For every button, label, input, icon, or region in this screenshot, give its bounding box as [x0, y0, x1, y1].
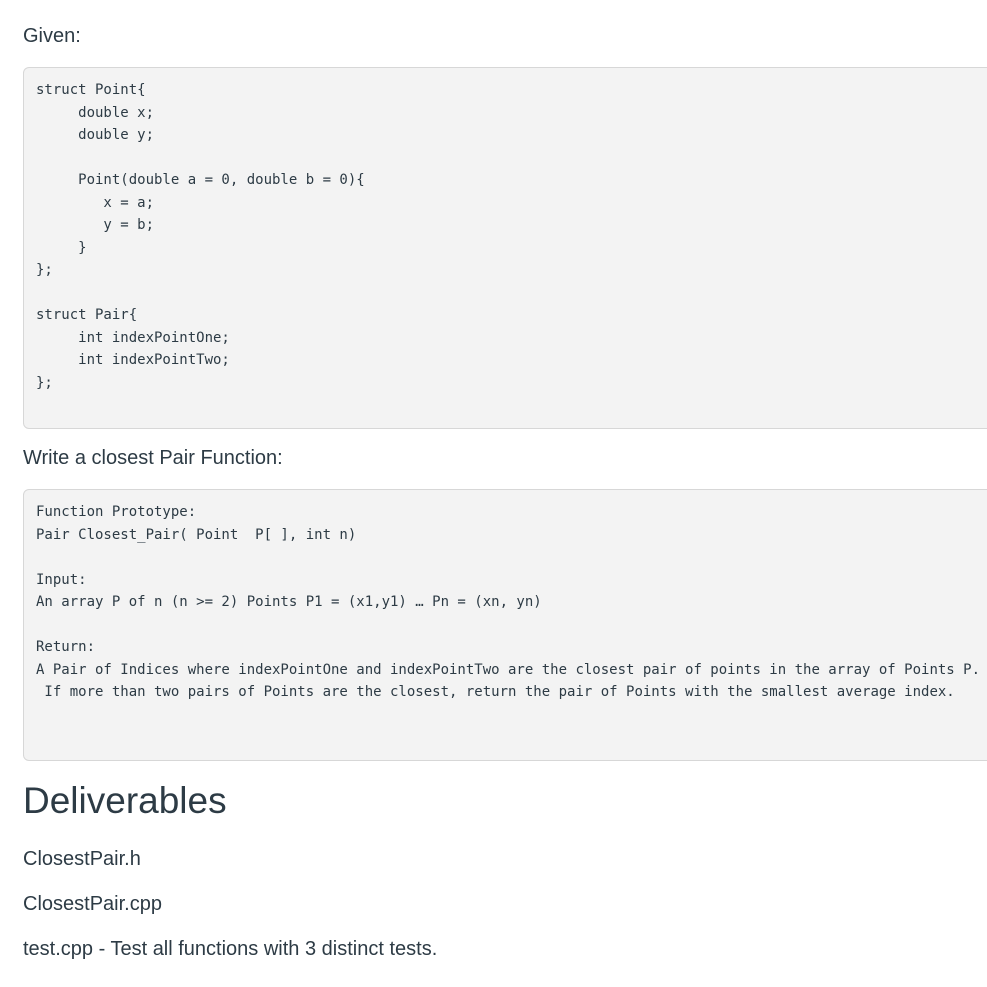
write-function-label: Write a closest Pair Function:: [23, 447, 283, 469]
code-line: Input:: [36, 572, 87, 588]
given-label: Given:: [23, 25, 81, 47]
code-line: int indexPointOne;: [36, 330, 230, 346]
code-line: If more than two pairs of Points are the closest, return the pair of Points with the smallest average index.: [36, 684, 955, 700]
code-line: y = b;: [36, 217, 155, 233]
code-line: Pair Closest_Pair( Point P[ ], int n): [36, 527, 357, 543]
code-line: int indexPointTwo;: [36, 352, 230, 368]
code-line: Return:: [36, 639, 96, 655]
code-line: Function Prototype:: [36, 504, 197, 520]
code-line: An array P of n (n >= 2) Points P1 = (x1,y1) … Pn = (xn, yn): [36, 594, 542, 610]
code-line: };: [36, 375, 53, 391]
code-line: };: [36, 262, 53, 278]
deliverables-heading: Deliverables: [23, 780, 227, 821]
deliverable-item: ClosestPair.h: [23, 848, 141, 870]
function-spec-code-block: [23, 489, 987, 761]
code-line: struct Pair{: [36, 307, 138, 323]
deliverable-item: test.cpp - Test all functions with 3 distinct tests.: [23, 938, 438, 960]
code-line: A Pair of Indices where indexPointOne and indexPointTwo are the closest pair of points in the array of Points P.: [36, 662, 981, 678]
code-line: }: [36, 240, 87, 256]
code-line: struct Point{: [36, 82, 146, 98]
point-pair-struct-code-block: [23, 67, 987, 429]
code-line: x = a;: [36, 195, 155, 211]
code-line: double x;: [36, 105, 155, 121]
code-line: double y;: [36, 127, 155, 143]
code-line: Point(double a = 0, double b = 0){: [36, 172, 365, 188]
deliverable-item: ClosestPair.cpp: [23, 893, 162, 915]
